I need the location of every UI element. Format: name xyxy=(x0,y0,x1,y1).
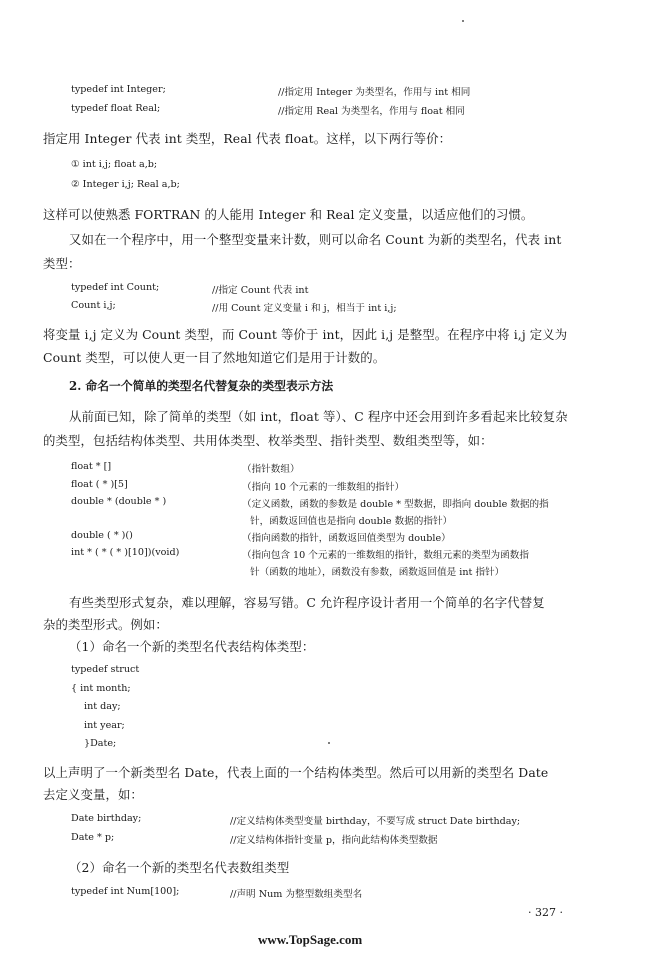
type-description: （指向包含 10 个元素的一维数组的指针，数组元素的类型为函数指 xyxy=(242,550,529,561)
code-line: Date * p; xyxy=(71,832,115,843)
speck-mark xyxy=(328,742,330,744)
paragraph-line: 从前面已知，除了简单的类型（如 int，float 等）、C 程序中还会用到许多看起来比较复杂 xyxy=(69,409,568,424)
paragraph-line: 类型： xyxy=(43,256,81,271)
code-comment: //声明 Num 为整型数组类型名 xyxy=(230,889,363,900)
code-line: int year; xyxy=(84,720,125,731)
page-number: · 327 · xyxy=(528,906,563,919)
code-line: typedef float Real; xyxy=(71,103,161,114)
site-watermark: www.TopSage.com xyxy=(258,932,363,947)
code-line: Count i,j; xyxy=(71,300,116,311)
code-comment: //指定用 Real 为类型名，作用与 float 相同 xyxy=(278,106,465,117)
code-comment: //定义结构体指针变量 p，指向此结构体类型数据 xyxy=(230,835,438,846)
code-comment: //指定 Count 代表 int xyxy=(212,285,309,296)
code-line: typedef int Num[100]; xyxy=(71,886,180,897)
paragraph-line: 指定用 Integer 代表 int 类型，Real 代表 float。这样，以下两行等价： xyxy=(43,131,452,146)
code-line: int day; xyxy=(84,701,121,712)
type-expression: float * [] xyxy=(71,461,112,472)
type-description: （定义函数，函数的参数是 double * 型数据，即指向 double 数据的指 xyxy=(242,499,549,510)
code-line: { int month; xyxy=(71,683,131,694)
paragraph-line: 杂的类型形式。例如： xyxy=(43,617,168,632)
type-description: （指向 10 个元素的一维数组的指针） xyxy=(242,482,405,493)
subheading: （2）命名一个新的类型名代表数组类型 xyxy=(69,860,290,875)
paragraph-line: 这样可以使熟悉 FORTRAN 的人能用 Integer 和 Real 定义变量，以适应他们的习惯。 xyxy=(43,207,534,222)
paragraph-line: 去定义变量，如： xyxy=(43,787,143,802)
code-line: Date birthday; xyxy=(71,813,142,824)
code-line: ② Integer i,j; Real a,b; xyxy=(71,179,180,190)
code-comment: //用 Count 定义变量 i 和 j，相当于 int i,j; xyxy=(212,303,397,314)
type-description: 针，函数返回值也是指向 double 数据的指针） xyxy=(250,516,453,527)
paragraph-line: Count 类型，可以使人更一目了然地知道它们是用于计数的。 xyxy=(43,350,386,365)
speck-mark xyxy=(462,20,464,22)
code-line: typedef struct xyxy=(71,664,140,675)
code-line: ① int i,j; float a,b; xyxy=(71,159,158,170)
code-line: }Date; xyxy=(84,738,117,749)
type-description: 针（函数的地址），函数没有参数，函数返回值是 int 指针） xyxy=(250,567,505,578)
section-heading: 2. 命名一个简单的类型名代替复杂的类型表示方法 xyxy=(69,379,334,393)
type-description: （指向函数的指针，函数返回值类型为 double） xyxy=(242,533,451,544)
code-line: typedef int Integer; xyxy=(71,84,166,95)
code-comment: //定义结构体类型变量 birthday，不要写成 struct Date birthday; xyxy=(230,816,521,827)
type-expression: float ( * )[5] xyxy=(71,479,128,490)
paragraph-line: 将变量 i,j 定义为 Count 类型，而 Count 等价于 int，因此 i,j 是整型。在程序中将 i,j 定义为 xyxy=(43,327,568,342)
paragraph-line: 以上声明了一个新类型名 Date，代表上面的一个结构体类型。然后可以用新的类型名 Date xyxy=(43,765,549,780)
code-comment: //指定用 Integer 为类型名，作用与 int 相同 xyxy=(278,87,471,98)
paragraph-line: 的类型，包括结构体类型、共用体类型、枚举类型、指针类型、数组类型等，如： xyxy=(43,433,493,448)
type-expression: double * (double * ) xyxy=(71,496,167,507)
type-expression: int * ( * ( * )[10])(void) xyxy=(71,547,180,558)
type-description: （指针数组） xyxy=(242,464,300,475)
code-line: typedef int Count; xyxy=(71,282,160,293)
paragraph-line: 又如在一个程序中，用一个整型变量来计数，则可以命名 Count 为新的类型名，代表 int xyxy=(69,232,562,247)
subheading: （1）命名一个新的类型名代表结构体类型： xyxy=(69,639,315,654)
type-expression: double ( * )() xyxy=(71,530,133,541)
paragraph-line: 有些类型形式复杂，难以理解，容易写错。C 允许程序设计者用一个简单的名字代替复 xyxy=(69,595,545,610)
